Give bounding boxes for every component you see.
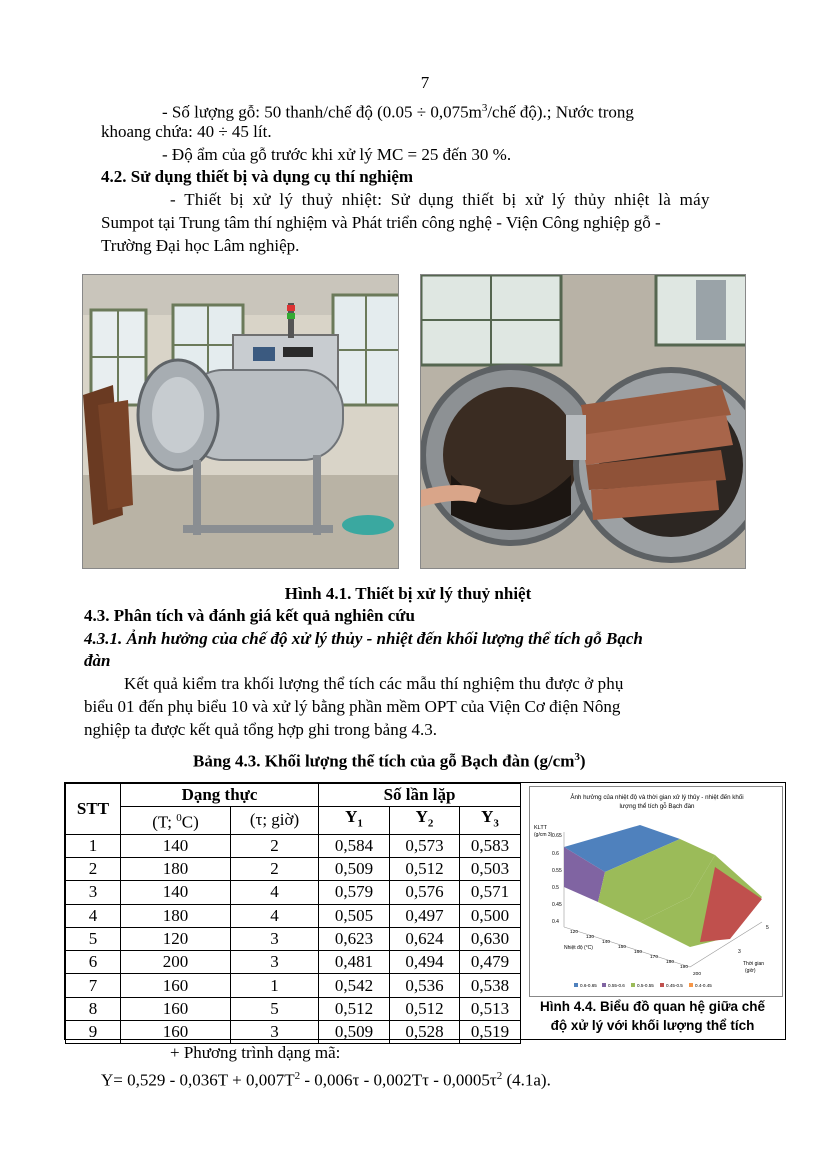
y-axis-label-2: (giờ) [745,968,756,974]
legend-swatch [574,983,578,987]
header-y2 [390,807,460,834]
table-row [66,834,521,857]
cell-y3: 0,500 [460,904,521,927]
equation-intro: + Phương trình dạng mã: [170,1043,341,1062]
x-tick: 170 [650,955,659,960]
legend-label: 0.45-0.5 [666,983,683,988]
z-tick: 0.45 [552,902,562,908]
table-row [66,927,521,950]
cell-y3: 0,538 [460,974,521,997]
z-tick: 0.4 [552,919,559,925]
cell-time: 5 [231,997,319,1020]
density-table [65,783,521,1044]
cell-stt: 9 [66,1021,121,1044]
cell-stt: 7 [66,974,121,997]
equipment-line-1: - Thiết bị xử lý thuỷ nhiệt: Sử dụng thiết bị xử lý thủy nhiệt là máy [170,190,710,209]
x-tick: 130 [586,935,595,940]
moisture-line: - Độ ẩm của gỗ trước khi xử lý MC = 25 đến 30 %. [162,145,512,164]
surface-chart-svg [530,787,784,998]
cell-stt: 4 [66,904,121,927]
header-time: (τ; giờ) [231,807,319,834]
x-axis-label: Nhiệt độ (°C) [564,945,593,951]
header-mode: Dạng thực [121,784,319,807]
figure-4-1-caption: Hình 4.1. Thiết bị xử lý thuỷ nhiệt [284,584,532,603]
cell-y2: 0,512 [390,997,460,1020]
equipment-line-2: Sumpot tại Trung tâm thí nghiệm và Phát triển công nghệ - Viện Công nghiệp gỗ - [101,213,661,232]
cell-y2: 0,573 [390,834,460,857]
figure-4-4-caption-line1: Hình 4.4. Biểu đồ quan hệ giữa chế [539,999,766,1014]
legend-swatch [660,983,664,987]
table-row [66,904,521,927]
y-tick: 3 [738,949,741,955]
cell-y1: 0,509 [319,857,390,880]
subsection-4-3-1-line1: 4.3.1. Ảnh hưởng của chế độ xử lý thủy - nhiệt đến khối lượng thể tích gỗ Bạch [84,629,643,648]
legend-swatch [631,983,635,987]
cell-y1: 0,579 [319,881,390,904]
wood-quantity-line [162,97,634,124]
table-header-row-2 [66,807,521,834]
figure-4-4-caption-line2: độ xử lý với khối lượng thể tích [550,1018,755,1033]
x-tick: 160 [634,950,643,955]
header-temperature-text: (T; [152,812,177,832]
cell-y1: 0,481 [319,951,390,974]
table-row [66,1021,521,1044]
volume-exponent: 3 [481,102,488,114]
header-repetitions: Số lần lặp [319,784,521,807]
equation-part-c: (4.1a). [502,1070,551,1090]
cell-y2: 0,536 [390,974,460,997]
cell-y3: 0,513 [460,997,521,1020]
cell-y1: 0,584 [319,834,390,857]
table-row [66,997,521,1020]
header-y1-sub: 1 [357,817,363,830]
cell-temperature: 160 [121,974,231,997]
x-tick: 120 [570,930,579,935]
z-tick: 0.55 [552,868,562,874]
header-y2-sub: 2 [427,817,434,830]
cell-y3: 0,583 [460,834,521,857]
cell-y2: 0,624 [390,927,460,950]
cell-stt: 3 [66,881,121,904]
y-axis-label-1: Thời gian [743,961,765,967]
cell-y3: 0,519 [460,1021,521,1044]
chart-title-line1: Ảnh hưởng của nhiệt độ và thời gian xử lý thủy - nhiệt đến khối [570,794,744,801]
header-y3-text: Y [481,807,494,827]
cell-y1: 0,512 [319,997,390,1020]
cell-time: 2 [231,857,319,880]
legend-swatch [689,983,693,987]
equation-part-a: Y= 0,529 - 0,036T + 0,007T [101,1070,295,1090]
section-heading-4-2: 4.2. Sử dụng thiết bị và dụng cụ thí nghiệm [101,167,414,186]
legend-label: 0.4-0.45 [695,983,712,988]
header-stt: STT [66,784,121,835]
cell-y1: 0,505 [319,904,390,927]
table-caption-text: Bảng 4.3. Khối lượng thể tích của gỗ Bạch đàn (g/cm [193,751,575,771]
figure-4-4-caption [520,997,785,1035]
cell-y3: 0,571 [460,881,521,904]
cell-temperature: 140 [121,881,231,904]
x-tick: 150 [618,945,627,950]
cell-y2: 0,512 [390,857,460,880]
x-tick: 140 [602,940,611,945]
cell-stt: 6 [66,951,121,974]
surface-chart [529,786,783,997]
z-axis-label-1: KLTT [534,825,548,831]
equipment-line-3: Trường Đại học Lâm nghiệp. [101,236,300,255]
table-header-row-1 [66,784,521,807]
cell-y1: 0,542 [319,974,390,997]
table-row [66,857,521,880]
cell-y1: 0,509 [319,1021,390,1044]
x-tick: 190 [680,965,689,970]
cell-time: 4 [231,881,319,904]
cell-stt: 8 [66,997,121,1020]
results-para-line1: Kết quả kiểm tra khối lượng thể tích các mẫu thí nghiệm thu được ở phụ [124,674,624,693]
wood-quantity-text-end: /chế độ).; Nước trong [487,102,634,122]
legend-label: 0.5-0.55 [637,983,654,988]
cell-temperature: 180 [121,904,231,927]
table-row [66,974,521,997]
table-row [66,881,521,904]
legend-label: 0.55-0.6 [608,983,625,988]
cell-y3: 0,479 [460,951,521,974]
z-tick: 0.5 [552,885,559,891]
results-para-line2: biểu 01 đến phụ biểu 10 và xử lý bằng phần mềm OPT của Viện Cơ điện Nông [84,697,621,716]
cell-temperature: 160 [121,997,231,1020]
legend-label: 0.6-0.65 [580,983,597,988]
cell-y3: 0,630 [460,927,521,950]
table-4-3-caption [193,746,586,773]
header-y2-text: Y [415,807,428,827]
header-temperature-end: C) [181,812,199,832]
table-caption-end: ) [579,751,586,771]
cell-temperature: 120 [121,927,231,950]
cell-y2: 0,528 [390,1021,460,1044]
wood-quantity-text: - Số lượng gỗ: 50 thanh/chế độ (0.05 ÷ 0,075m [162,102,482,122]
header-degree-sup: 0 [176,812,182,825]
cell-y3: 0,503 [460,857,521,880]
table-caption-exponent: 3 [574,751,580,763]
equation-exp-a: 2 [294,1070,301,1082]
equation-exp-b: 2 [496,1070,503,1082]
cell-y2: 0,576 [390,881,460,904]
cell-y2: 0,494 [390,951,460,974]
regression-equation [101,1065,551,1092]
cell-time: 3 [231,951,319,974]
results-para-line3: nghiệp ta được kết quả tổng hợp ghi trong bảng 4.3. [84,720,437,739]
table-row [66,951,521,974]
cell-temperature: 140 [121,834,231,857]
legend-swatch [602,983,606,987]
page-number: 7 [420,73,430,92]
cell-stt: 2 [66,857,121,880]
x-tick: 180 [666,960,675,965]
cell-time: 1 [231,974,319,997]
cell-stt: 1 [66,834,121,857]
cell-temperature: 200 [121,951,231,974]
cell-temperature: 180 [121,857,231,880]
cell-time: 4 [231,904,319,927]
header-y3 [460,807,521,834]
cell-time: 3 [231,927,319,950]
cell-time: 3 [231,1021,319,1044]
cell-stt: 5 [66,927,121,950]
header-y1 [319,807,390,834]
header-y3-sub: 3 [493,817,499,830]
x-tick: 200 [693,972,702,977]
chart-title-line2: lượng thể tích gỗ Bạch đàn [619,803,695,810]
cell-y2: 0,497 [390,904,460,927]
z-tick: 0.6 [552,851,559,857]
water-volume-line: khoang chứa: 40 ÷ 45 lít. [101,122,272,141]
header-temperature [121,807,231,834]
subsection-4-3-1-line2: đàn [84,651,111,670]
cell-y1: 0,623 [319,927,390,950]
photo-autoclave-machine [82,274,399,569]
chart-legend [574,983,712,988]
header-y1-text: Y [345,807,358,827]
y-tick: 5 [766,925,769,931]
cell-time: 2 [231,834,319,857]
photo-open-chamber-with-wood [420,274,746,569]
cell-temperature: 160 [121,1021,231,1044]
section-heading-4-3: 4.3. Phân tích và đánh giá kết quả nghiên cứu [84,606,415,625]
equation-part-b: - 0,006τ - 0,002Tτ - 0,0005τ [300,1070,497,1090]
z-axis-label-2: (g/cm 3) [534,832,553,838]
z-tick: 0.65 [552,833,562,839]
figure-4-4 [520,783,785,1039]
